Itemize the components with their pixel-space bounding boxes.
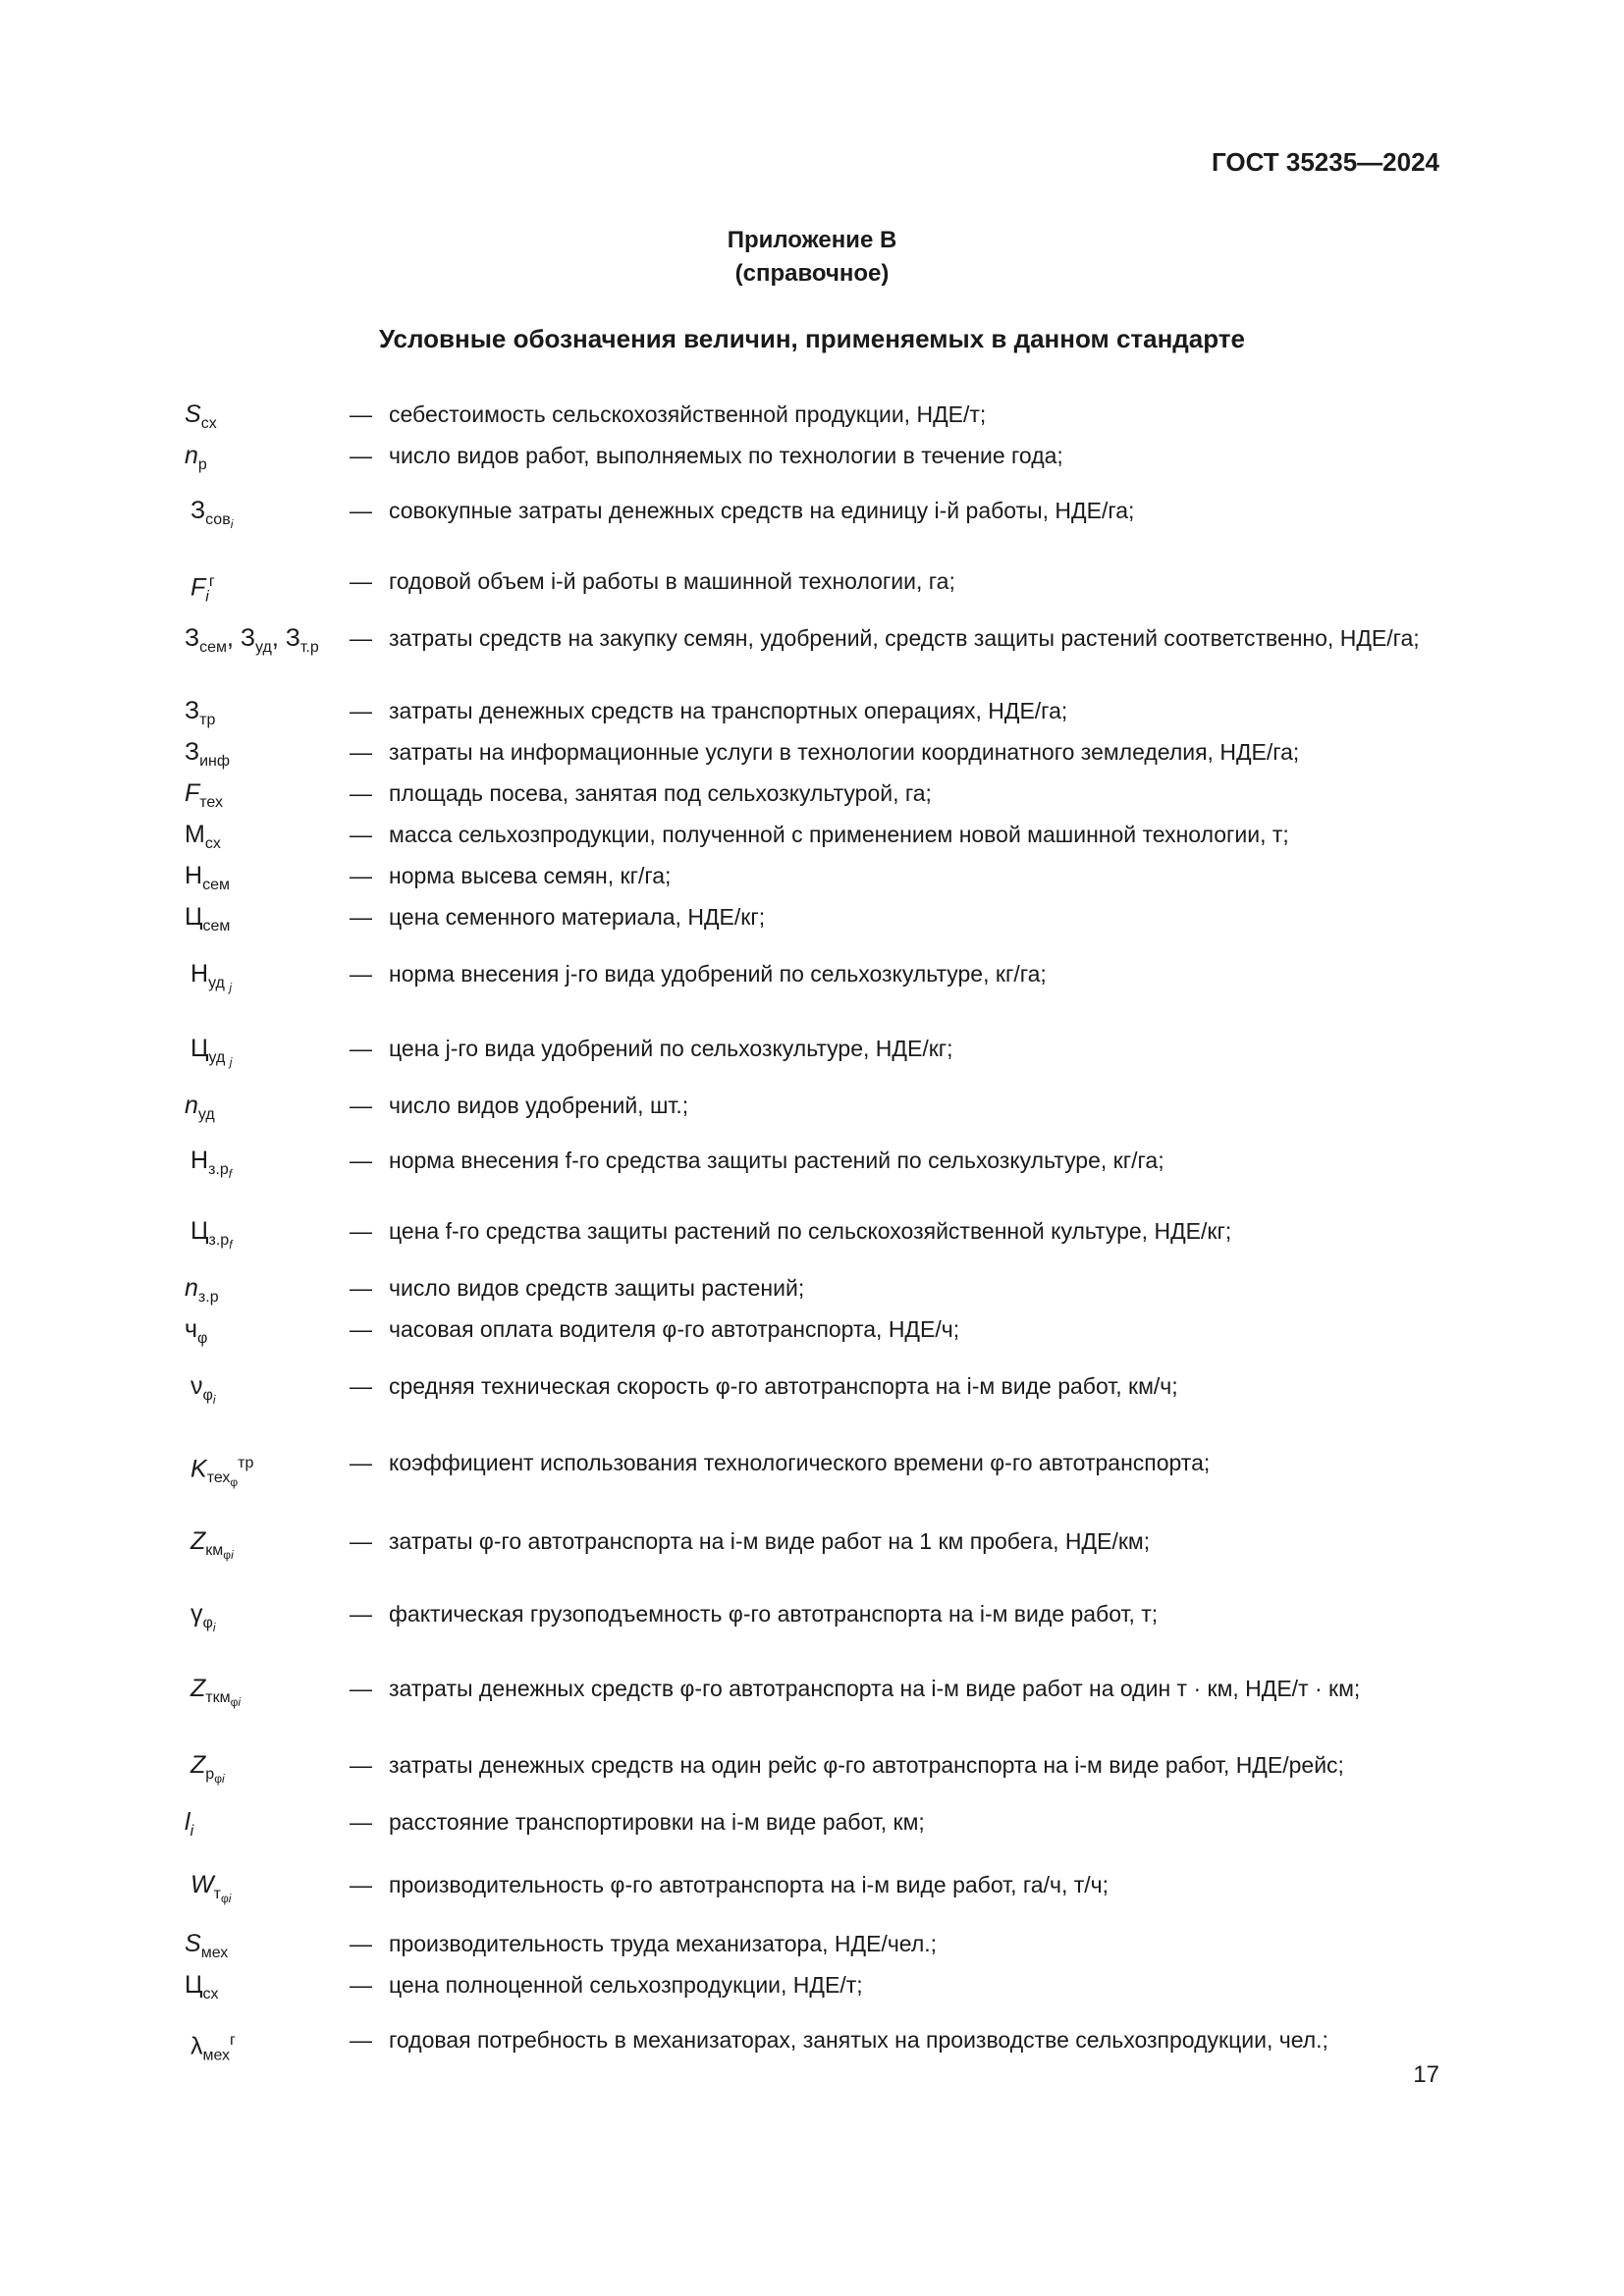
description: цена полноценной сельхозпродукции, НДЕ/т; bbox=[389, 1972, 863, 1998]
appendix-heading bbox=[0, 224, 1624, 291]
dash: — bbox=[350, 1809, 372, 1835]
dash: — bbox=[350, 822, 372, 847]
symbol: $F_{тех}$ bbox=[185, 779, 223, 811]
description: средняя техническая скорость φ-го автотранспорта на i-м виде работ, км/ч; bbox=[389, 1373, 1178, 1399]
dash: — bbox=[350, 443, 372, 468]
appendix-title: Приложение В bbox=[727, 227, 897, 253]
description: норма внесения j-го вида удобрений по сельхозкультуре, кг/га; bbox=[389, 961, 1047, 987]
symbol: $W_{т_{\varphi i}}$ bbox=[190, 1871, 232, 1906]
description: коэффициент использования технологического времени φ-го автотранспорта; bbox=[389, 1450, 1211, 1475]
symbol: $Н_{сем}$ bbox=[185, 862, 230, 893]
symbol: $n_р$ bbox=[185, 442, 207, 473]
dash: — bbox=[350, 1601, 372, 1627]
description: число видов средств защиты растений; bbox=[389, 1275, 805, 1301]
dash: — bbox=[350, 568, 372, 594]
symbol: $S_{сх}$ bbox=[185, 400, 217, 432]
dash: — bbox=[350, 1931, 372, 1956]
description: площадь посева, занятая под сельхозкультурой, га; bbox=[389, 780, 932, 806]
description: совокупные затраты денежных средств на единицу i-й работы, НДЕ/га; bbox=[389, 498, 1135, 523]
dash: — bbox=[350, 739, 372, 765]
symbol: $Z_{км_{\varphi i}}$ bbox=[190, 1527, 234, 1563]
symbol: $З_{сов_i}$ bbox=[190, 497, 234, 532]
symbol: $Н_{з.р_f}$ bbox=[190, 1147, 233, 1182]
description: фактическая грузоподъемность φ-го автотранспорта на i-м виде работ, т; bbox=[389, 1601, 1159, 1627]
description: масса сельхозпродукции, полученной с применением новой машинной технологии, т; bbox=[389, 822, 1289, 847]
dash: — bbox=[350, 961, 372, 987]
description: расстояние транспортировки на i-м виде работ, км; bbox=[389, 1809, 925, 1835]
dash: — bbox=[350, 1275, 372, 1301]
symbol: $Ц_{сх}$ bbox=[185, 1971, 219, 2002]
description: число видов удобрений, шт.; bbox=[389, 1093, 689, 1118]
symbol: $l_i$ bbox=[185, 1808, 194, 1840]
dash: — bbox=[350, 1036, 372, 1061]
dash: — bbox=[350, 1528, 372, 1554]
symbol: $n_{з.р}$ bbox=[185, 1274, 219, 1306]
symbol: $\gamma_{\varphi_i}$ bbox=[190, 1600, 216, 1635]
appendix-type: (справочное) bbox=[734, 260, 890, 287]
description: цена j-го вида удобрений по сельхозкультуре, НДЕ/кг; bbox=[389, 1036, 953, 1061]
symbol: $З_{сем}$, $З_{уд}$, $З_{т.р}$ bbox=[185, 624, 319, 656]
description: производительность φ-го автотранспорта на i-м виде работ, га/ч, т/ч; bbox=[389, 1872, 1110, 1897]
symbol: $F_i^г$ bbox=[190, 573, 215, 606]
dash: — bbox=[350, 1450, 372, 1475]
dash: — bbox=[350, 1316, 372, 1342]
symbol: $K_{тех_\varphi}^{тр}$ bbox=[190, 1455, 254, 1490]
symbol: $Ц_{сем}$ bbox=[185, 903, 231, 934]
description: число видов работ, выполняемых по технологии в течение года; bbox=[389, 443, 1063, 468]
section-title: Условные обозначения величин, применяемых в данном стандарте bbox=[378, 324, 1246, 353]
description: цена f-го средства защиты растений по сельскохозяйственной культуре, НДЕ/кг; bbox=[389, 1218, 1232, 1244]
description: цена семенного материала, НДЕ/кг; bbox=[389, 904, 766, 930]
dash: — bbox=[350, 1972, 372, 1998]
description: норма высева семян, кг/га; bbox=[389, 863, 672, 888]
symbol: $З_{инф}$ bbox=[185, 738, 231, 770]
dash: — bbox=[350, 780, 372, 806]
symbol: $М_{сх}$ bbox=[185, 821, 221, 852]
dash: — bbox=[350, 1148, 372, 1173]
description: производительность труда механизатора, НДЕ/чел.; bbox=[389, 1931, 938, 1956]
dash: — bbox=[350, 1752, 372, 1778]
dash: — bbox=[350, 1093, 372, 1118]
description: затраты денежных средств φ-го автотранспорта на i-м виде работ на один т · км, НДЕ/т · км; bbox=[389, 1676, 1361, 1701]
symbol: $n_{уд}$ bbox=[185, 1092, 215, 1123]
symbol: $Z_{ткм_{\varphi i}}$ bbox=[190, 1675, 242, 1710]
dash: — bbox=[350, 1373, 372, 1399]
symbol: $ч_\varphi$ bbox=[185, 1315, 208, 1347]
description: часовая оплата водителя φ-го автотранспорта, НДЕ/ч; bbox=[389, 1316, 960, 1342]
description: затраты на информационные услуги в технологии координатного земледелия, НДЕ/га; bbox=[389, 739, 1300, 765]
symbol: $Ц_{з.р_f}$ bbox=[190, 1217, 233, 1253]
description: затраты денежных средств на транспортных операциях, НДЕ/га; bbox=[389, 698, 1068, 723]
dash: — bbox=[350, 401, 372, 427]
description: себестоимость сельскохозяйственной продукции, НДЕ/т; bbox=[389, 401, 987, 427]
description: затраты денежных средств на один рейс φ-го автотранспорта на i-м виде работ, НДЕ/рейс; bbox=[389, 1752, 1344, 1778]
dash: — bbox=[350, 1218, 372, 1244]
dash: — bbox=[350, 1676, 372, 1701]
dash: — bbox=[350, 498, 372, 523]
description: затраты φ-го автотранспорта на i-м виде работ на 1 км пробега, НДЕ/км; bbox=[389, 1528, 1151, 1554]
symbol: $S_{мех}$ bbox=[185, 1930, 229, 1961]
dash: — bbox=[350, 1872, 372, 1897]
dash: — bbox=[350, 625, 372, 651]
page-number: 17 bbox=[1413, 2061, 1439, 2088]
symbol: $Ц_{уд _j}$ bbox=[190, 1035, 233, 1070]
document-standard-number: ГОСТ 35235—2024 bbox=[1212, 147, 1439, 177]
symbol: $\nu_{\varphi_i}$ bbox=[190, 1372, 216, 1408]
description: годовой объем i-й работы в машинной технологии, га; bbox=[389, 568, 955, 594]
dash: — bbox=[350, 904, 372, 930]
description: норма внесения f-го средства защиты растений по сельхозкультуре, кг/га; bbox=[389, 1148, 1164, 1173]
symbol: $З_{тр}$ bbox=[185, 697, 216, 728]
symbol: $Н_{уд _j}$ bbox=[190, 960, 232, 995]
description: годовая потребность в механизаторах, занятых на производстве сельхозпродукции, чел.; bbox=[389, 2027, 1328, 2053]
dash: — bbox=[350, 863, 372, 888]
symbol: $\lambda_{мех}^г$ bbox=[190, 2032, 236, 2064]
dash: — bbox=[350, 698, 372, 723]
dash: — bbox=[350, 2027, 372, 2053]
symbol: $Z_{р_{\varphi i}}$ bbox=[190, 1751, 225, 1787]
description: затраты средств на закупку семян, удобрений, средств защиты растений соответственно, НДЕ/га; bbox=[389, 625, 1420, 651]
